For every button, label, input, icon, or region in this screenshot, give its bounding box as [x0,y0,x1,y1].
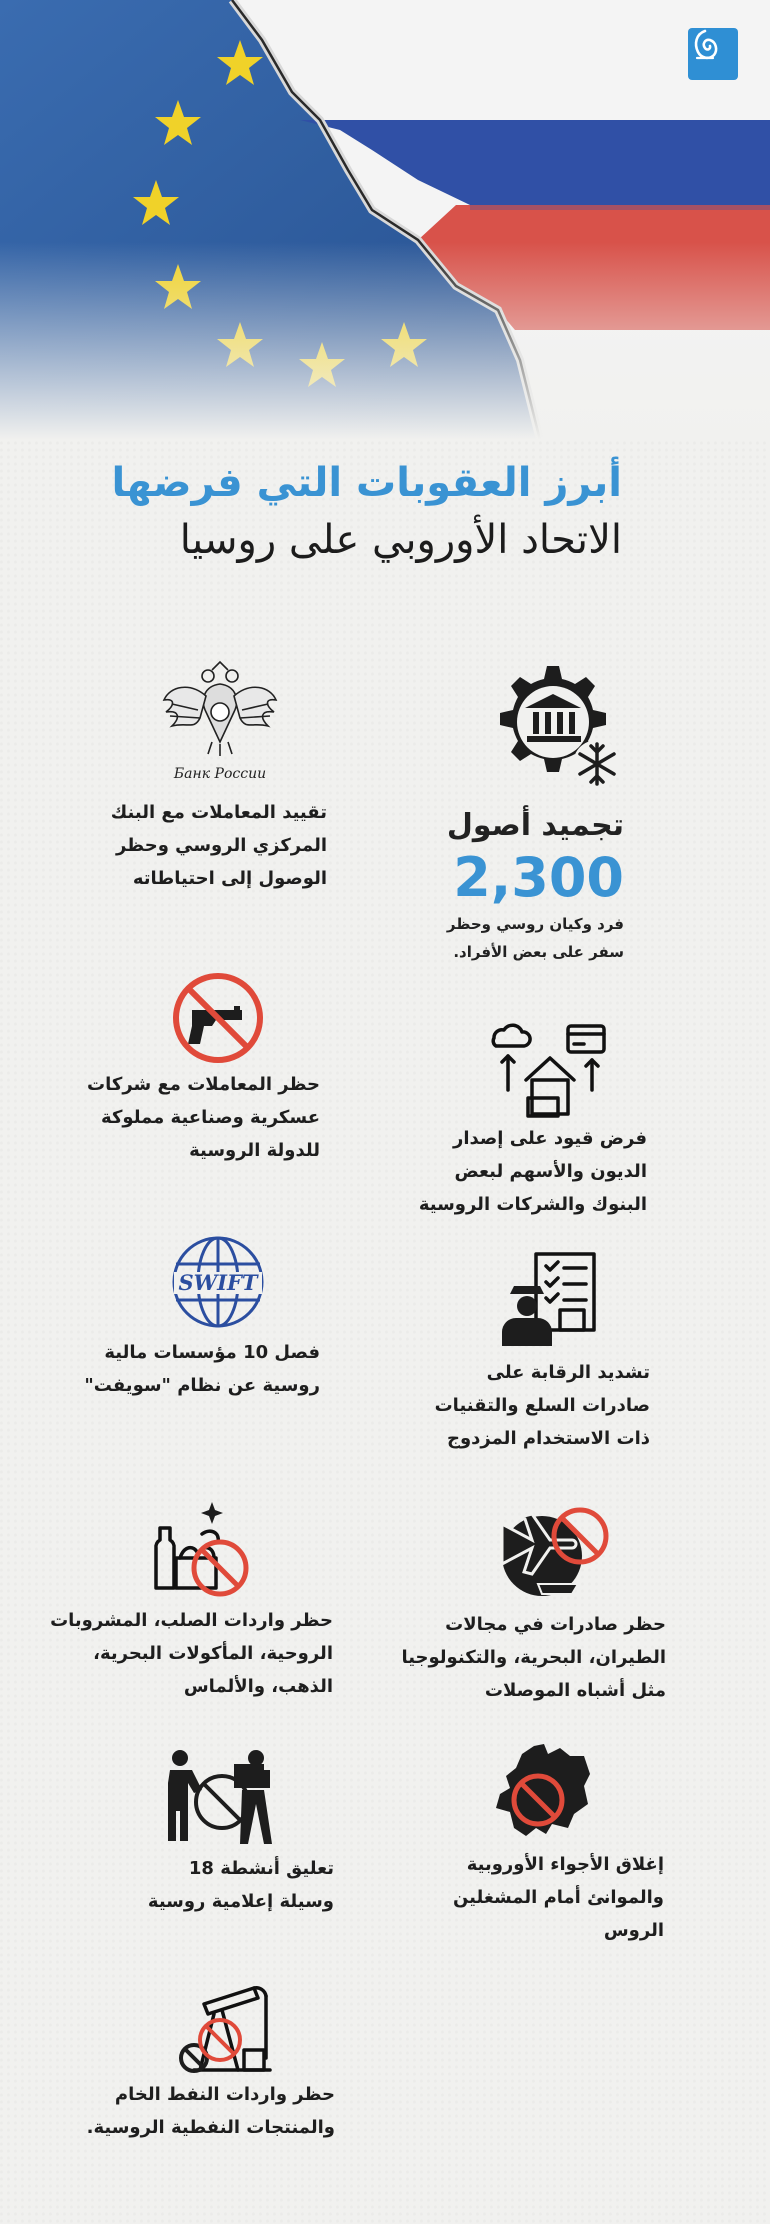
military-line: حظر المعاملات مع شركات [87,1074,320,1095]
swift-line: فصل 10 مؤسسات مالية [104,1342,320,1363]
swift-globe-icon [168,1234,268,1330]
debt-line: فرض قيود على إصدار [452,1128,647,1149]
airspace-line: والموانئ أمام المشغلين [452,1887,664,1908]
item-imports [50,1604,333,1703]
no-goods-icon [146,1494,256,1600]
no-gun-icon [170,970,266,1066]
gear-bank-snowflake-icon [485,664,630,794]
exports-line: الطيران، البحرية، والتكنولوجيا [401,1647,666,1668]
eu-russia-flags-background [0,0,770,440]
airspace-line: إغلاق الأجواء الأوروبية [466,1854,664,1875]
item-debt [419,1122,647,1221]
hero-flags [0,0,770,440]
swift-logo-text: SWIFT [178,1270,258,1295]
no-aviation-icon [498,1500,612,1604]
central-bank-line: الوصول إلى احتياطاته [132,868,327,889]
military-line: عسكرية وصناعية مملوكة [101,1107,320,1128]
item-military [87,1068,320,1167]
central-bank-line: المركزي الروسي وحظر [115,835,327,856]
no-media-icon [164,1746,274,1846]
military-line: للدولة الروسية [189,1140,320,1161]
item-oil [87,2078,335,2144]
dual-use-line: تشديد الرقابة على [486,1362,650,1383]
europe-map-ban-icon [494,1740,594,1836]
imports-line: حظر واردات الصلب، المشروبات [50,1610,333,1631]
asset-freeze-title: تجميد أصول [446,808,624,843]
asset-freeze-sub: سفر على بعض الأفراد. [453,943,624,961]
dual-use-line: ذات الاستخدام المزدوج [447,1428,650,1449]
imports-line: الروحية، المأكولات البحرية، [93,1643,333,1664]
page-title [111,455,622,569]
item-central-bank [111,796,327,895]
imports-line: الذهب، والألماس [183,1676,333,1697]
bank-emblem-caption: Банк России [173,766,267,782]
item-asset-freeze [447,806,624,966]
debt-equity-icon [488,1020,614,1120]
asset-freeze-sub: فرد وكيان روسي وحظر [446,915,624,933]
debt-line: الديون والأسهم لبعض [454,1161,647,1182]
dual-use-line: صادرات السلع والتقنيات [434,1395,650,1416]
central-bank-line: تقييد المعاملات مع البنك [110,802,327,823]
bank-of-russia-eagle-icon [160,656,280,786]
debt-line: البنوك والشركات الروسية [418,1194,647,1215]
aljazeera-logo-icon[interactable] [688,28,738,80]
item-dual-use [435,1356,650,1455]
item-exports [401,1608,666,1707]
airspace-line: الروس [603,1920,664,1941]
swift-line: روسية عن نظام "سويفت" [84,1375,320,1396]
exports-line: مثل أشباه الموصلات [484,1680,666,1701]
title-line-2: الاتحاد الأوروبي على روسيا [179,517,622,563]
oil-line: والمنتجات النفطية الروسية. [86,2117,335,2138]
item-media [148,1852,334,1918]
asset-freeze-number: 2,300 [453,846,624,909]
media-line: تعليق أنشطة 18 [188,1858,334,1879]
media-line: وسيلة إعلامية روسية [147,1891,334,1912]
title-line-1: أبرز العقوبات التي فرضها [111,460,622,506]
customs-officer-icon [496,1250,600,1350]
no-oil-pump-icon [174,1974,274,2078]
item-airspace [453,1848,664,1947]
oil-line: حظر واردات النفط الخام [114,2084,335,2105]
item-swift [84,1336,320,1402]
exports-line: حظر صادرات في مجالات [445,1614,666,1635]
